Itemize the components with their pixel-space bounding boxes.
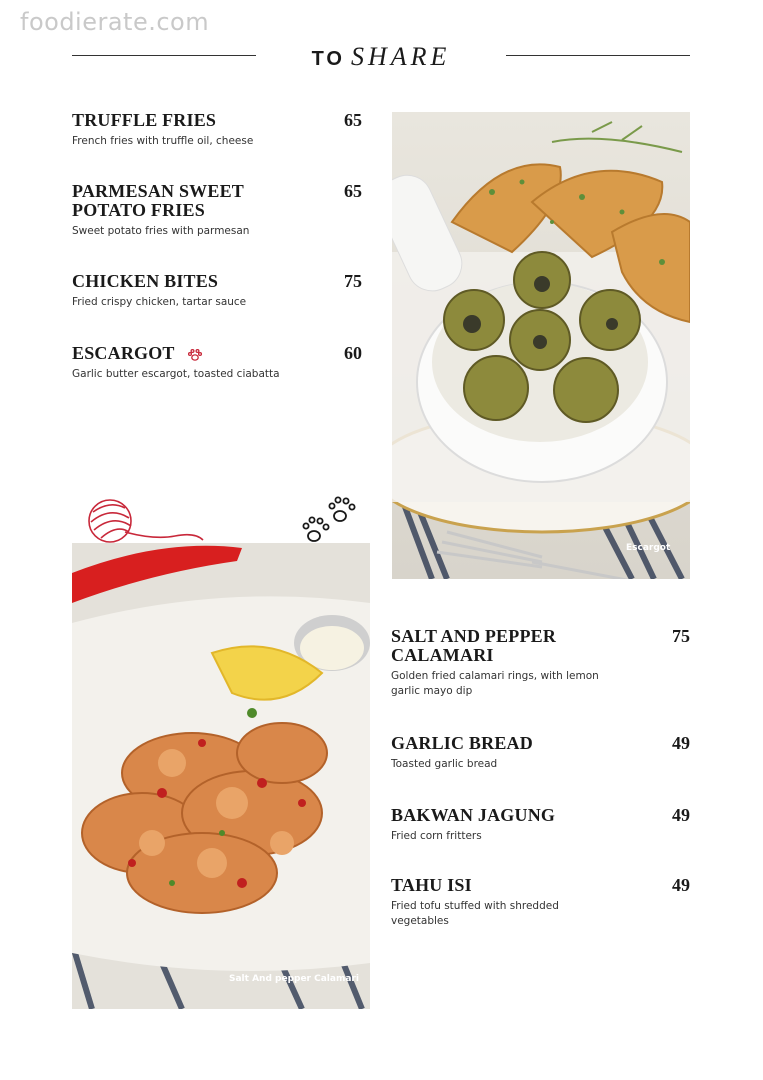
item-name: GARLIC BREAD	[391, 733, 533, 753]
header-rule-left	[72, 55, 256, 56]
item-name: BAKWAN JAGUNG	[391, 805, 556, 825]
item-price: 60	[344, 343, 362, 363]
section-title-to: TO	[311, 48, 345, 70]
item-description: Sweet potato fries with parmesan	[72, 225, 250, 237]
item-description: Fried tofu stuffed with shredded vegetables	[391, 900, 559, 927]
item-name: SALT AND PEPPER CALAMARI	[391, 626, 557, 665]
item-description: Golden fried calamari rings, with lemon garlic mayo dip	[391, 670, 599, 697]
menu-item-garlic-bread	[391, 734, 690, 772]
menu-item-salt-and-pepper-calamari	[391, 627, 690, 699]
menu-item-chicken-bites	[72, 272, 362, 310]
section-title-share: SHARE	[351, 42, 451, 71]
item-price: 49	[672, 733, 690, 753]
header-rule-right	[506, 55, 690, 56]
item-description: French fries with truffle oil, cheese	[72, 135, 254, 147]
item-price: 49	[672, 805, 690, 825]
section-title	[256, 42, 506, 72]
calamari-illustration	[72, 543, 370, 1009]
item-price: 75	[344, 271, 362, 291]
item-price: 49	[672, 875, 690, 895]
item-name: PARMESAN SWEET POTATO FRIES	[72, 181, 244, 220]
escargot-photo	[392, 112, 690, 579]
item-description: Toasted garlic bread	[391, 758, 498, 770]
item-name-row	[72, 344, 362, 363]
item-price: 65	[344, 110, 362, 130]
photo-caption: Escargot	[626, 543, 671, 553]
item-description: Garlic butter escargot, toasted ciabatta	[72, 368, 280, 380]
item-price: 65	[344, 181, 362, 201]
item-description: Fried crispy chicken, tartar sauce	[72, 296, 247, 308]
calamari-photo	[72, 543, 370, 1009]
menu-item-tahu-isi	[391, 876, 690, 929]
item-description: Fried corn fritters	[391, 830, 482, 842]
item-name: ESCARGOT	[72, 343, 175, 363]
menu-item-parmesan-sweet-potato-fries	[72, 182, 362, 239]
item-price: 75	[672, 626, 690, 646]
item-name: TAHU ISI	[391, 875, 472, 895]
watermark: foodierate.com	[20, 8, 210, 36]
item-name: TRUFFLE FRIES	[72, 110, 217, 130]
photo-caption: Salt And pepper Calamari	[229, 974, 359, 984]
paw-icon	[187, 348, 203, 362]
menu-item-escargot	[72, 344, 362, 382]
yarn-ball-icon	[85, 496, 205, 546]
item-name: CHICKEN BITES	[72, 271, 219, 291]
menu-item-bakwan-jagung	[391, 806, 690, 844]
escargot-illustration	[392, 112, 690, 579]
paw-prints-icon	[298, 496, 362, 548]
menu-item-truffle-fries	[72, 111, 362, 149]
